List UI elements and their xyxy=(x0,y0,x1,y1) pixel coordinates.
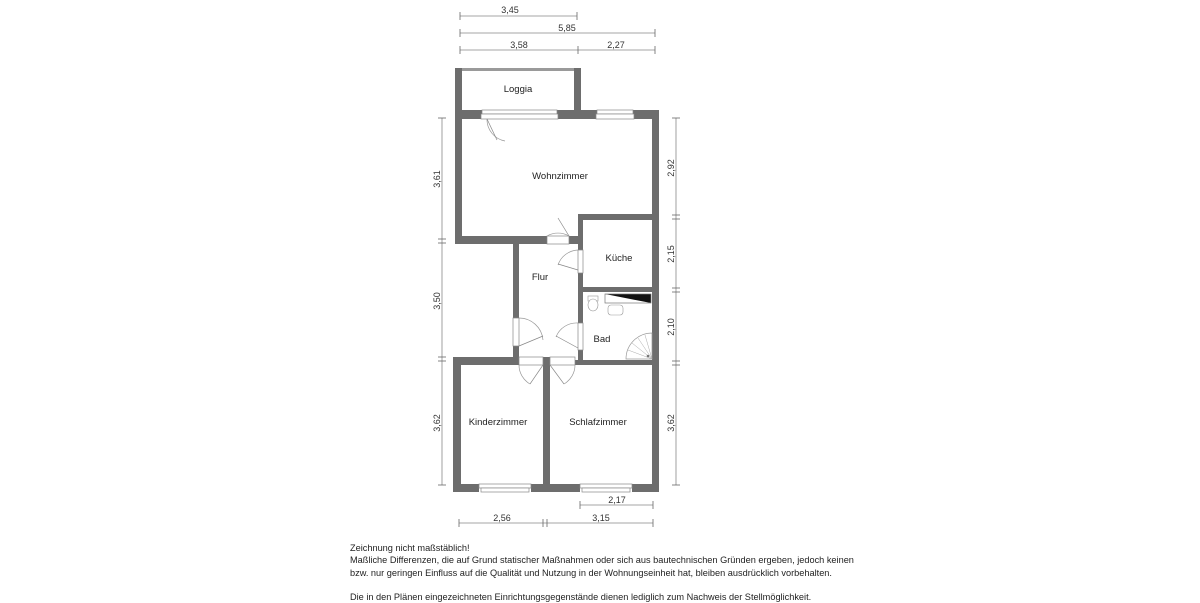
room-label-flur: Flur xyxy=(531,272,549,283)
dim-left-1: 3,61 xyxy=(432,170,442,188)
room-label-kueche: Küche xyxy=(605,253,633,264)
dim-bottom-left: 2,56 xyxy=(493,513,511,523)
room-label-schlafzimmer: Schlafzimmer xyxy=(569,417,627,428)
note-furnishings: Die in den Plänen eingezeichneten Einrichtungsgegenstände dienen lediglich zum Nachweis der Stellmöglichkeit. xyxy=(350,591,812,602)
bathtub-icon xyxy=(605,294,651,303)
dim-left-3: 3,62 xyxy=(432,414,442,432)
dim-top-left: 3,58 xyxy=(510,40,528,50)
dim-top-1: 3,45 xyxy=(501,5,519,15)
left-dimensions xyxy=(432,118,446,485)
dim-bottom-1: 2,17 xyxy=(608,495,626,505)
note-not-to-scale: Zeichnung nicht maßstäblich! xyxy=(350,543,470,553)
bathroom-fixtures xyxy=(588,294,652,359)
loggia xyxy=(455,68,581,113)
top-dimensions xyxy=(460,5,655,54)
right-dimensions xyxy=(666,118,680,485)
note-dimension-differences-2: bzw. nur geringen Einfluss auf die Qualität und Nutzung in der Wohnungseinheit hat, bleiben ausdrücklich vorbehalten. xyxy=(350,567,832,578)
room-label-loggia: Loggia xyxy=(503,84,533,95)
sink-icon xyxy=(608,305,623,315)
doors xyxy=(487,119,583,384)
dim-right-1: 2,92 xyxy=(666,159,676,177)
dim-right-2: 2,15 xyxy=(666,245,676,263)
walls xyxy=(453,110,659,492)
bottom-dimensions xyxy=(459,495,653,527)
dim-right-4: 3,62 xyxy=(666,414,676,432)
dim-left-2: 3,50 xyxy=(432,292,442,310)
dim-bottom-right: 3,15 xyxy=(592,513,610,523)
dim-top-total: 5,85 xyxy=(558,23,576,33)
note-dimension-differences-1: Maßliche Differenzen, die auf Grund statischer Maßnahmen oder sich aus bautechnischen Gründen ergeben, jedoch keinen xyxy=(350,555,854,566)
windows xyxy=(479,110,634,492)
room-label-bad: Bad xyxy=(593,334,611,345)
disclaimer-notes xyxy=(350,542,870,603)
dim-right-3: 2,10 xyxy=(666,318,676,336)
room-labels xyxy=(469,171,633,428)
dim-top-right: 2,27 xyxy=(607,40,625,50)
room-label-wohnzimmer: Wohnzimmer xyxy=(532,171,588,182)
room-label-kinderzimmer: Kinderzimmer xyxy=(468,417,528,428)
